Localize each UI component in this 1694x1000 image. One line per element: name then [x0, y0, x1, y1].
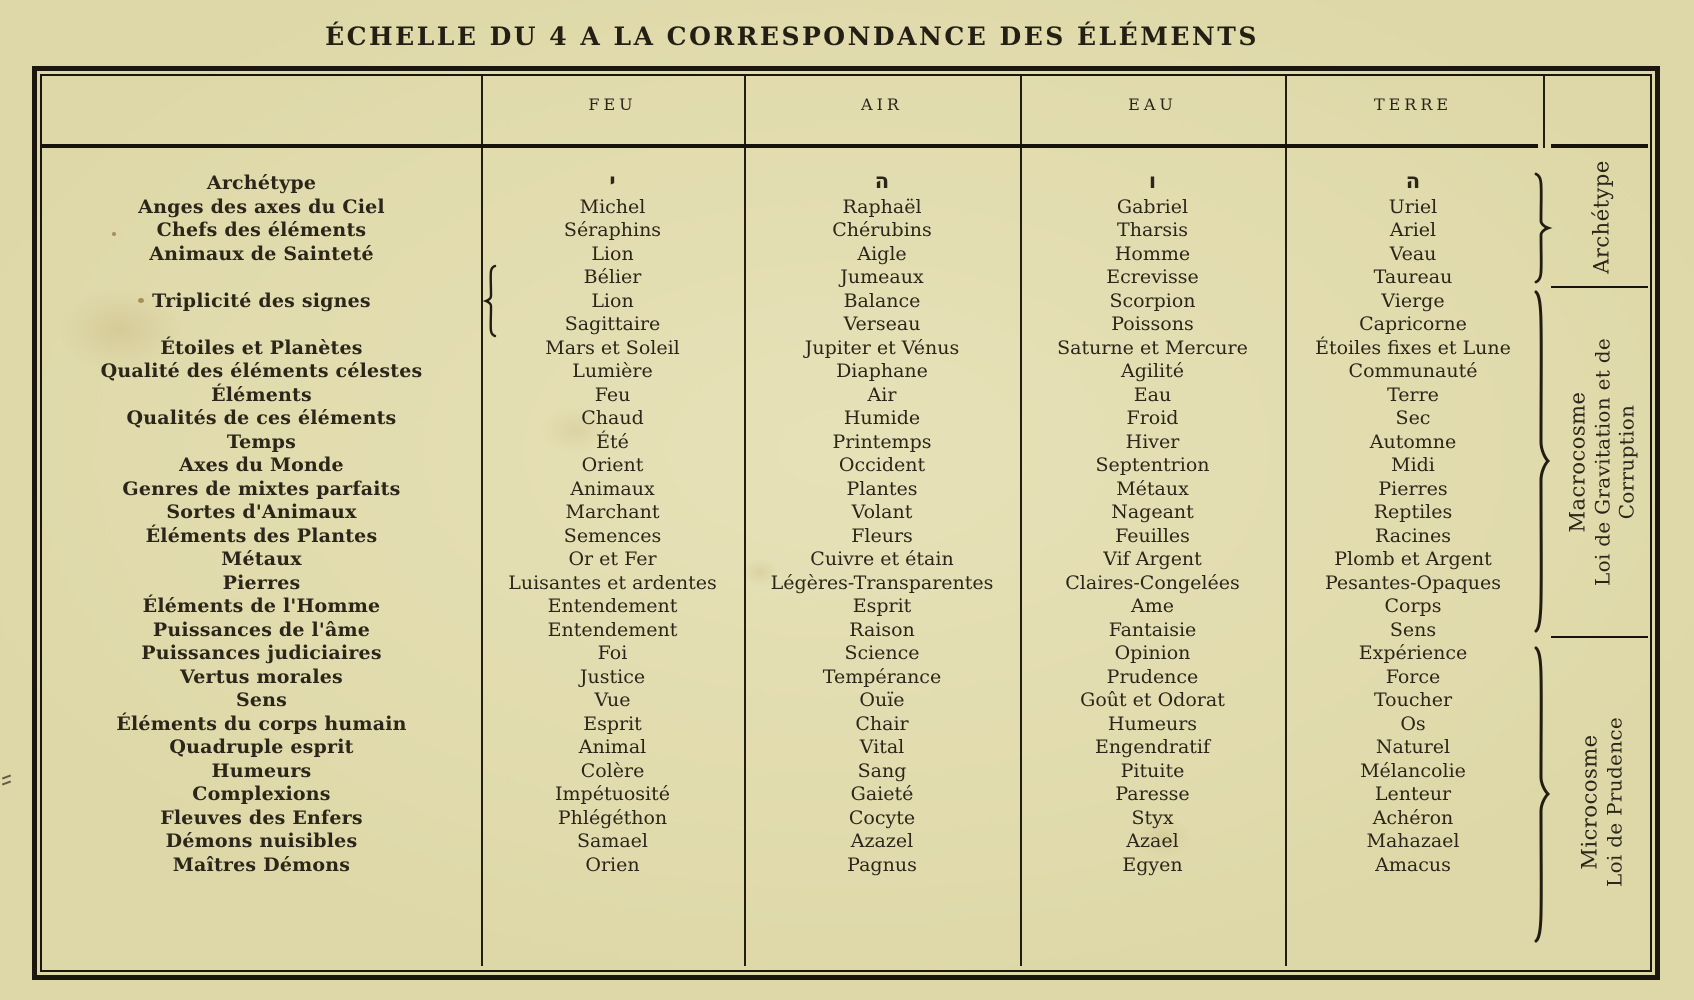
table-cell: Métaux	[1116, 477, 1189, 500]
table-cell: Plantes	[846, 477, 918, 500]
column-header-feu: FEU	[588, 94, 637, 114]
table-cell: Hiver	[1125, 430, 1180, 453]
column-header-air: AIR	[861, 94, 903, 114]
table-cell: Azazel	[850, 830, 914, 852]
table-cell: Ame	[1131, 595, 1174, 617]
table-cell: Balance	[843, 289, 921, 312]
table-cell: Scorpion	[1109, 289, 1196, 312]
eau-column	[1020, 169, 1285, 877]
table-cell: Amacus	[1375, 853, 1451, 876]
row-label: Étoiles et Planètes	[160, 336, 363, 359]
column-header-terre: TERRE	[1373, 94, 1453, 114]
table-cell: Lion	[591, 289, 634, 312]
table-cell: Lion	[591, 242, 634, 265]
correspondence-table	[42, 76, 1648, 966]
table-cell: Occident	[838, 454, 926, 476]
table-inner-border	[40, 74, 1652, 972]
table-cell: Étoiles fixes et Lune	[1315, 336, 1511, 359]
table-cell: Esprit	[852, 595, 912, 617]
sidebar-section-macrocosme	[1556, 288, 1648, 636]
row-label: Sortes d'Animaux	[166, 501, 357, 523]
table-cell: Samael	[576, 830, 648, 852]
table-cell: Chair	[855, 712, 909, 735]
table-cell: Expérience	[1358, 642, 1468, 664]
row-label: Archétype	[206, 172, 317, 194]
table-cell: Printemps	[832, 430, 932, 453]
table-cell: Pagnus	[847, 853, 917, 876]
table-cell: Légères-Transparentes	[770, 571, 994, 594]
sidebar-label: Macrocosme	[1565, 391, 1590, 533]
table-frame	[32, 66, 1660, 980]
table-cell: Gabriel	[1116, 195, 1189, 218]
table-cell: Tharsis	[1117, 219, 1188, 241]
feu-column	[481, 169, 744, 877]
row-label: Axes du Monde	[179, 454, 344, 476]
table-cell: Reptiles	[1373, 501, 1453, 523]
hebrew-letter: י	[609, 169, 616, 193]
air-column	[744, 169, 1020, 877]
hebrew-letter: ה	[1405, 169, 1421, 193]
table-cell: Animaux	[570, 477, 655, 500]
table-cell: Racines	[1374, 524, 1452, 547]
table-cell: Goût et Odorat	[1080, 689, 1225, 711]
row-label: Animaux de Sainteté	[149, 242, 374, 265]
triplicity-brace	[483, 264, 499, 338]
terre-column	[1285, 169, 1541, 877]
row-label: Maîtres Démons	[172, 853, 351, 876]
table-cell: Uriel	[1388, 195, 1438, 218]
table-cell: Nageant	[1111, 501, 1194, 523]
table-cell: Orien	[585, 853, 640, 876]
table-cell: Impétuosité	[555, 783, 670, 805]
row-labels-column	[42, 172, 481, 877]
table-cell: Froid	[1126, 407, 1179, 429]
sidebar-sublabel: Loi de Prudence	[1602, 716, 1627, 888]
table-cell: Jupiter et Vénus	[804, 336, 960, 359]
table-cell: Animal	[578, 736, 647, 758]
row-label: Démons nuisibles	[165, 830, 358, 852]
table-cell: Communauté	[1348, 360, 1478, 382]
table-cell: Cuivre et étain	[810, 548, 954, 570]
table-cell: Terre	[1387, 383, 1439, 406]
sidebar-label: Archétype	[1589, 160, 1614, 274]
row-label: Éléments	[211, 383, 312, 406]
microcosme-brace	[1532, 646, 1554, 943]
table-cell: Semences	[563, 524, 662, 547]
table-cell: Entendement	[547, 595, 678, 617]
table-cell: Vif Argent	[1103, 548, 1202, 570]
row-label: Chefs des éléments	[156, 219, 367, 241]
table-cell: Fleurs	[851, 524, 913, 547]
table-cell: Toucher	[1373, 689, 1453, 711]
table-cell: Prudence	[1106, 665, 1199, 688]
table-cell: Lenteur	[1374, 783, 1452, 805]
table-cell: Feu	[594, 383, 631, 406]
row-label	[42, 266, 481, 290]
table-cell: Lumière	[572, 360, 653, 382]
table-cell: Plomb et Argent	[1334, 548, 1492, 570]
table-cell: Agilité	[1121, 360, 1184, 382]
table-cell: Vue	[594, 689, 631, 711]
table-cell: Homme	[1114, 242, 1191, 265]
table-cell: Michel	[579, 195, 646, 218]
table-cell: Entendement	[547, 618, 678, 641]
margin-scribble	[2, 772, 14, 802]
table-cell: Été	[596, 430, 629, 453]
row-label: Puissances de l'âme	[152, 618, 371, 641]
table-cell: Sec	[1395, 407, 1431, 429]
table-cell: Bélier	[583, 266, 642, 288]
row-label: Temps	[226, 430, 297, 453]
table-cell: Poissons	[1111, 313, 1194, 335]
sidebar-section-microcosme	[1556, 638, 1648, 966]
table-cell: Vierge	[1381, 289, 1445, 312]
row-label: Anges des axes du Ciel	[138, 195, 385, 218]
sidebar-section-archetype	[1556, 148, 1648, 286]
page-title: ÉCHELLE DU 4 A LA CORRESPONDANCE DES ÉLÉMENTS	[325, 22, 1259, 51]
table-cell: Or et Fer	[568, 548, 657, 570]
table-cell: Orient	[581, 454, 644, 476]
table-cell: Midi	[1391, 454, 1435, 476]
table-cell: Eau	[1133, 383, 1172, 406]
table-cell: Diaphane	[836, 360, 928, 382]
table-cell: Paresse	[1115, 783, 1190, 805]
table-cell: Cocyte	[848, 806, 916, 829]
table-cell: Sagittaire	[564, 313, 661, 335]
table-cell: Verseau	[843, 313, 921, 335]
row-label: Genres de mixtes parfaits	[122, 477, 401, 500]
table-cell: Sens	[1389, 618, 1437, 641]
table-cell: Force	[1385, 665, 1441, 688]
row-label: Éléments des Plantes	[145, 524, 378, 547]
table-cell: Gaieté	[850, 783, 914, 805]
table-cell: Tempérance	[822, 665, 942, 688]
table-cell: Marchant	[565, 501, 660, 523]
table-cell: Veau	[1389, 242, 1437, 265]
table-cell: Engendratif	[1094, 736, 1211, 758]
row-label: Qualités de ces éléments	[126, 407, 397, 429]
sidebar-label: Microcosme	[1577, 734, 1602, 870]
table-cell: Vital	[859, 736, 905, 758]
row-label: Éléments du corps humain	[116, 712, 407, 735]
table-cell: Achéron	[1372, 806, 1454, 829]
table-cell: Ecrevisse	[1106, 266, 1199, 288]
table-cell: Azael	[1126, 830, 1179, 852]
table-cell: Egyen	[1122, 853, 1183, 876]
row-label: Vertus morales	[180, 665, 343, 688]
row-label: Humeurs	[211, 759, 312, 782]
row-label: Puissances judiciaires	[141, 642, 382, 664]
hebrew-letter: ה	[874, 169, 890, 193]
sidebar-sublabel: Loi de Gravitation et de Corruption	[1590, 338, 1639, 586]
table-cell: Septentrion	[1095, 454, 1210, 476]
row-label: Pierres	[222, 571, 301, 594]
table-cell: Raison	[849, 618, 915, 641]
table-cell: Justice	[579, 665, 646, 688]
table-cell: Opinion	[1114, 642, 1191, 664]
table-cell: Taureau	[1373, 266, 1453, 288]
table-cell: Volant	[851, 501, 913, 523]
table-cell: Science	[844, 642, 920, 664]
table-cell: Pesantes-Opaques	[1324, 571, 1501, 594]
table-cell: Ouïe	[859, 689, 905, 711]
table-cell: Naturel	[1375, 736, 1451, 758]
table-cell: Air	[867, 383, 897, 406]
row-label: Sens	[235, 689, 288, 711]
table-cell: Corps	[1384, 595, 1442, 617]
table-cell: Saturne et Mercure	[1057, 336, 1248, 359]
table-cell: Ariel	[1389, 219, 1437, 241]
table-cell: Styx	[1131, 806, 1174, 829]
table-cell: Esprit	[583, 712, 642, 735]
table-cell: Mars et Soleil	[545, 336, 680, 359]
row-label	[42, 313, 481, 337]
macrocosme-brace	[1532, 290, 1554, 633]
table-cell: Mélancolie	[1360, 759, 1466, 782]
table-cell: Fantaisie	[1108, 618, 1197, 641]
table-cell: Colère	[580, 759, 645, 782]
table-cell: Séraphins	[563, 219, 662, 241]
row-label: Qualité des éléments célestes	[100, 360, 423, 382]
table-cell: Humeurs	[1107, 712, 1198, 735]
table-cell: Pituite	[1120, 759, 1185, 782]
row-label: Éléments de l'Homme	[142, 595, 381, 617]
table-cell: Phlégéthon	[557, 806, 668, 829]
archetype-brace	[1532, 172, 1554, 284]
column-header-eau: EAU	[1128, 94, 1177, 114]
table-cell: Humide	[843, 407, 921, 429]
table-cell: Os	[1400, 712, 1426, 735]
table-cell: Jumeaux	[840, 266, 924, 288]
table-cell: Chérubins	[832, 219, 932, 241]
row-label: Complexions	[192, 783, 331, 805]
header-rule	[42, 144, 1538, 148]
table-cell: Mahazael	[1366, 830, 1460, 852]
sidebar-header-divider	[1543, 76, 1545, 148]
table-cell: Raphaël	[842, 195, 922, 218]
table-cell: Feuilles	[1115, 524, 1190, 547]
table-cell: Chaud	[581, 407, 644, 429]
hebrew-letter: ו	[1148, 169, 1157, 193]
row-label: Métaux	[221, 548, 302, 570]
table-cell: Aigle	[857, 242, 907, 265]
table-cell: Claires-Congelées	[1065, 571, 1240, 594]
table-cell: Sang	[857, 759, 907, 782]
table-cell: Luisantes et ardentes	[508, 571, 717, 594]
table-cell: Automne	[1369, 430, 1457, 453]
row-label: Triplicité des signes	[152, 289, 371, 312]
row-label: Quadruple esprit	[169, 736, 354, 758]
table-cell: Capricorne	[1359, 313, 1467, 335]
row-label: Fleuves des Enfers	[160, 806, 363, 829]
table-cell: Foi	[597, 642, 628, 664]
table-cell: Pierres	[1378, 477, 1448, 500]
